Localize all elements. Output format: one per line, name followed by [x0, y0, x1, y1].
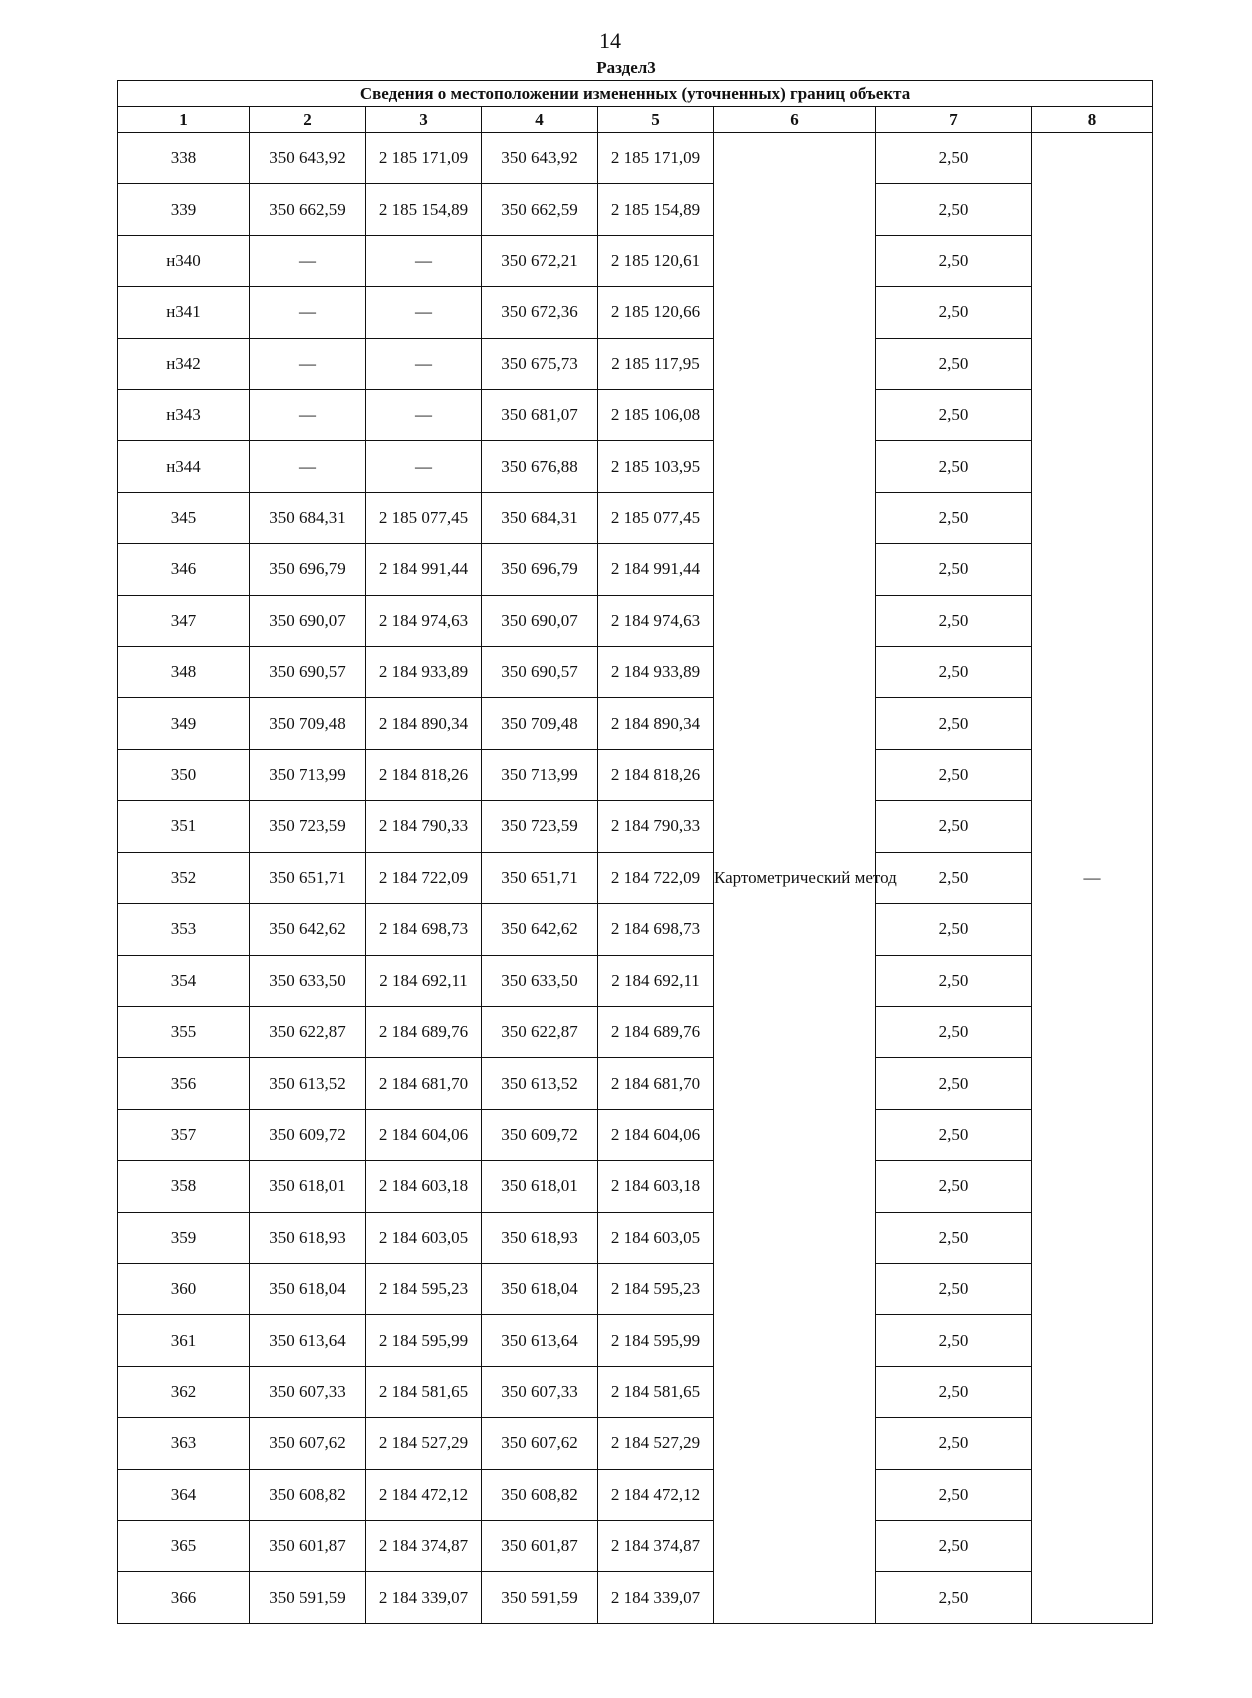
- accuracy-cell: 2,50: [876, 1109, 1032, 1160]
- y-new-cell: 2 184 933,89: [598, 647, 714, 698]
- x-new-cell: 350 662,59: [482, 184, 598, 235]
- table-row: [118, 1572, 1153, 1624]
- x-old-cell: 350 690,57: [250, 647, 366, 698]
- x-new-cell: 350 622,87: [482, 1006, 598, 1057]
- x-new-cell: 350 633,50: [482, 955, 598, 1006]
- method-cell: Картометрический метод: [714, 133, 876, 1624]
- x-new-cell: 350 618,04: [482, 1263, 598, 1314]
- y-old-cell: 2 185 077,45: [366, 492, 482, 543]
- accuracy-cell: 2,50: [876, 904, 1032, 955]
- y-new-cell: 2 184 581,65: [598, 1366, 714, 1417]
- accuracy-cell: 2,50: [876, 441, 1032, 492]
- y-old-cell: 2 185 171,09: [366, 133, 482, 184]
- point-cell: 362: [118, 1366, 250, 1417]
- y-new-cell: 2 184 790,33: [598, 801, 714, 852]
- x-new-cell: 350 672,21: [482, 235, 598, 286]
- column-number: 3: [366, 107, 482, 133]
- x-old-cell: 350 609,72: [250, 1109, 366, 1160]
- x-old-cell: —: [250, 390, 366, 441]
- table-row: [118, 1109, 1153, 1160]
- y-new-cell: 2 184 974,63: [598, 595, 714, 646]
- y-new-cell: 2 185 117,95: [598, 338, 714, 389]
- table-row: [118, 801, 1153, 852]
- x-new-cell: 350 591,59: [482, 1572, 598, 1624]
- x-old-cell: 350 607,33: [250, 1366, 366, 1417]
- accuracy-cell: 2,50: [876, 1418, 1032, 1469]
- table-row: [118, 1058, 1153, 1109]
- accuracy-cell: 2,50: [876, 235, 1032, 286]
- table-row: [118, 698, 1153, 749]
- accuracy-cell: 2,50: [876, 287, 1032, 338]
- section-title: Раздел3: [596, 58, 656, 77]
- x-new-cell: 350 601,87: [482, 1520, 598, 1571]
- y-new-cell: 2 184 603,18: [598, 1161, 714, 1212]
- x-old-cell: —: [250, 338, 366, 389]
- accuracy-cell: 2,50: [876, 133, 1032, 184]
- y-old-cell: 2 184 991,44: [366, 544, 482, 595]
- accuracy-cell: 2,50: [876, 1366, 1032, 1417]
- accuracy-cell: 2,50: [876, 1469, 1032, 1520]
- column-number: 7: [876, 107, 1032, 133]
- accuracy-cell: 2,50: [876, 698, 1032, 749]
- y-new-cell: 2 184 595,23: [598, 1263, 714, 1314]
- point-cell: 351: [118, 801, 250, 852]
- y-old-cell: 2 184 974,63: [366, 595, 482, 646]
- point-cell: н340: [118, 235, 250, 286]
- y-old-cell: 2 184 698,73: [366, 904, 482, 955]
- y-old-cell: 2 184 603,05: [366, 1212, 482, 1263]
- table-row: [118, 441, 1153, 492]
- y-new-cell: 2 184 722,09: [598, 852, 714, 903]
- table-row: [118, 390, 1153, 441]
- accuracy-cell: 2,50: [876, 1161, 1032, 1212]
- y-old-cell: 2 184 603,18: [366, 1161, 482, 1212]
- x-new-cell: 350 643,92: [482, 133, 598, 184]
- table-row: [118, 235, 1153, 286]
- x-old-cell: 350 633,50: [250, 955, 366, 1006]
- table-row: [118, 1161, 1153, 1212]
- x-new-cell: 350 618,93: [482, 1212, 598, 1263]
- y-new-cell: 2 185 120,61: [598, 235, 714, 286]
- y-old-cell: 2 184 595,99: [366, 1315, 482, 1366]
- y-new-cell: 2 185 120,66: [598, 287, 714, 338]
- x-old-cell: —: [250, 287, 366, 338]
- table-row: [118, 544, 1153, 595]
- x-old-cell: 350 607,62: [250, 1418, 366, 1469]
- x-old-cell: 350 618,93: [250, 1212, 366, 1263]
- x-new-cell: 350 713,99: [482, 749, 598, 800]
- table-row: [118, 1315, 1153, 1366]
- x-old-cell: 350 608,82: [250, 1469, 366, 1520]
- x-new-cell: 350 618,01: [482, 1161, 598, 1212]
- x-new-cell: 350 690,07: [482, 595, 598, 646]
- y-new-cell: 2 185 171,09: [598, 133, 714, 184]
- column-number: 5: [598, 107, 714, 133]
- x-old-cell: 350 642,62: [250, 904, 366, 955]
- point-cell: 350: [118, 749, 250, 800]
- accuracy-cell: 2,50: [876, 1212, 1032, 1263]
- table-row: [118, 492, 1153, 543]
- point-cell: 365: [118, 1520, 250, 1571]
- table-row: [118, 595, 1153, 646]
- point-cell: 339: [118, 184, 250, 235]
- point-cell: 338: [118, 133, 250, 184]
- column-number: 8: [1032, 107, 1153, 133]
- x-old-cell: 350 709,48: [250, 698, 366, 749]
- column-number: 6: [714, 107, 876, 133]
- y-new-cell: 2 184 681,70: [598, 1058, 714, 1109]
- point-cell: 352: [118, 852, 250, 903]
- point-cell: 349: [118, 698, 250, 749]
- y-new-cell: 2 184 692,11: [598, 955, 714, 1006]
- y-old-cell: 2 184 722,09: [366, 852, 482, 903]
- point-cell: 363: [118, 1418, 250, 1469]
- x-old-cell: 350 622,87: [250, 1006, 366, 1057]
- x-old-cell: —: [250, 235, 366, 286]
- x-new-cell: 350 608,82: [482, 1469, 598, 1520]
- accuracy-cell: 2,50: [876, 647, 1032, 698]
- y-old-cell: 2 184 790,33: [366, 801, 482, 852]
- x-old-cell: 350 613,52: [250, 1058, 366, 1109]
- accuracy-cell: 2,50: [876, 1058, 1032, 1109]
- y-new-cell: 2 184 374,87: [598, 1520, 714, 1571]
- y-new-cell: 2 185 106,08: [598, 390, 714, 441]
- accuracy-cell: 2,50: [876, 1315, 1032, 1366]
- point-cell: 353: [118, 904, 250, 955]
- column-number-row: [118, 107, 1153, 133]
- y-old-cell: 2 184 527,29: [366, 1418, 482, 1469]
- y-new-cell: 2 184 603,05: [598, 1212, 714, 1263]
- accuracy-cell: 2,50: [876, 544, 1032, 595]
- column-number: 4: [482, 107, 598, 133]
- table-row: [118, 904, 1153, 955]
- y-old-cell: —: [366, 338, 482, 389]
- y-new-cell: 2 184 339,07: [598, 1572, 714, 1624]
- accuracy-cell: 2,50: [876, 184, 1032, 235]
- y-new-cell: 2 184 890,34: [598, 698, 714, 749]
- table-row: [118, 852, 1153, 903]
- accuracy-cell: 2,50: [876, 1006, 1032, 1057]
- x-old-cell: 350 651,71: [250, 852, 366, 903]
- y-old-cell: 2 184 818,26: [366, 749, 482, 800]
- table-row: [118, 1212, 1153, 1263]
- table-row: [118, 287, 1153, 338]
- point-cell: 355: [118, 1006, 250, 1057]
- y-new-cell: 2 184 604,06: [598, 1109, 714, 1160]
- table-row: [118, 184, 1153, 235]
- x-new-cell: 350 684,31: [482, 492, 598, 543]
- point-cell: 361: [118, 1315, 250, 1366]
- accuracy-cell: 2,50: [876, 955, 1032, 1006]
- table-row: [118, 1366, 1153, 1417]
- column-number: 1: [118, 107, 250, 133]
- column8-cell: —: [1032, 133, 1153, 1624]
- accuracy-cell: 2,50: [876, 749, 1032, 800]
- x-new-cell: 350 675,73: [482, 338, 598, 389]
- point-cell: 359: [118, 1212, 250, 1263]
- x-new-cell: 350 613,52: [482, 1058, 598, 1109]
- x-new-cell: 350 696,79: [482, 544, 598, 595]
- y-old-cell: 2 184 339,07: [366, 1572, 482, 1624]
- point-cell: 364: [118, 1469, 250, 1520]
- accuracy-cell: 2,50: [876, 595, 1032, 646]
- x-old-cell: 350 591,59: [250, 1572, 366, 1624]
- y-old-cell: —: [366, 287, 482, 338]
- x-old-cell: 350 643,92: [250, 133, 366, 184]
- table-row: [118, 1520, 1153, 1571]
- y-new-cell: 2 184 527,29: [598, 1418, 714, 1469]
- accuracy-cell: 2,50: [876, 852, 1032, 903]
- y-old-cell: 2 185 154,89: [366, 184, 482, 235]
- x-new-cell: 350 672,36: [482, 287, 598, 338]
- table-row: [118, 749, 1153, 800]
- y-old-cell: 2 184 933,89: [366, 647, 482, 698]
- point-cell: 345: [118, 492, 250, 543]
- point-cell: н344: [118, 441, 250, 492]
- point-cell: 360: [118, 1263, 250, 1314]
- x-new-cell: 350 709,48: [482, 698, 598, 749]
- accuracy-cell: 2,50: [876, 338, 1032, 389]
- y-old-cell: 2 184 689,76: [366, 1006, 482, 1057]
- x-old-cell: 350 618,04: [250, 1263, 366, 1314]
- y-old-cell: 2 184 692,11: [366, 955, 482, 1006]
- table-row: [118, 1418, 1153, 1469]
- x-old-cell: 350 690,07: [250, 595, 366, 646]
- x-new-cell: 350 607,62: [482, 1418, 598, 1469]
- y-new-cell: 2 184 818,26: [598, 749, 714, 800]
- y-new-cell: 2 184 698,73: [598, 904, 714, 955]
- x-old-cell: 350 618,01: [250, 1161, 366, 1212]
- x-new-cell: 350 651,71: [482, 852, 598, 903]
- accuracy-cell: 2,50: [876, 1263, 1032, 1314]
- table-row: [118, 1469, 1153, 1520]
- point-cell: н341: [118, 287, 250, 338]
- x-old-cell: 350 601,87: [250, 1520, 366, 1571]
- x-new-cell: 350 609,72: [482, 1109, 598, 1160]
- y-new-cell: 2 184 595,99: [598, 1315, 714, 1366]
- y-new-cell: 2 184 689,76: [598, 1006, 714, 1057]
- column-number: 2: [250, 107, 366, 133]
- accuracy-cell: 2,50: [876, 1520, 1032, 1571]
- accuracy-cell: 2,50: [876, 492, 1032, 543]
- x-old-cell: 350 613,64: [250, 1315, 366, 1366]
- accuracy-cell: 2,50: [876, 1572, 1032, 1624]
- y-old-cell: —: [366, 441, 482, 492]
- table-row: [118, 338, 1153, 389]
- table-body: [118, 133, 1153, 1624]
- table-caption: Сведения о местоположении измененных (уточненных) границ объекта: [118, 81, 1153, 107]
- x-old-cell: 350 696,79: [250, 544, 366, 595]
- point-cell: 357: [118, 1109, 250, 1160]
- y-old-cell: 2 184 681,70: [366, 1058, 482, 1109]
- y-new-cell: 2 185 154,89: [598, 184, 714, 235]
- point-cell: 354: [118, 955, 250, 1006]
- x-old-cell: —: [250, 441, 366, 492]
- point-cell: 366: [118, 1572, 250, 1624]
- table-row: [118, 133, 1153, 184]
- x-old-cell: 350 723,59: [250, 801, 366, 852]
- x-new-cell: 350 642,62: [482, 904, 598, 955]
- y-old-cell: —: [366, 390, 482, 441]
- accuracy-cell: 2,50: [876, 390, 1032, 441]
- table-row: [118, 1006, 1153, 1057]
- table-row: [118, 1263, 1153, 1314]
- x-new-cell: 350 676,88: [482, 441, 598, 492]
- x-new-cell: 350 607,33: [482, 1366, 598, 1417]
- point-cell: 358: [118, 1161, 250, 1212]
- y-new-cell: 2 185 077,45: [598, 492, 714, 543]
- point-cell: н342: [118, 338, 250, 389]
- table-row: [118, 955, 1153, 1006]
- y-old-cell: 2 184 604,06: [366, 1109, 482, 1160]
- point-cell: 346: [118, 544, 250, 595]
- point-cell: н343: [118, 390, 250, 441]
- point-cell: 347: [118, 595, 250, 646]
- y-old-cell: 2 184 595,23: [366, 1263, 482, 1314]
- y-old-cell: —: [366, 235, 482, 286]
- x-new-cell: 350 613,64: [482, 1315, 598, 1366]
- x-old-cell: 350 713,99: [250, 749, 366, 800]
- y-old-cell: 2 184 374,87: [366, 1520, 482, 1571]
- x-new-cell: 350 681,07: [482, 390, 598, 441]
- y-old-cell: 2 184 890,34: [366, 698, 482, 749]
- point-cell: 356: [118, 1058, 250, 1109]
- accuracy-cell: 2,50: [876, 801, 1032, 852]
- table-row: [118, 647, 1153, 698]
- y-old-cell: 2 184 472,12: [366, 1469, 482, 1520]
- y-new-cell: 2 184 472,12: [598, 1469, 714, 1520]
- point-cell: 348: [118, 647, 250, 698]
- y-old-cell: 2 184 581,65: [366, 1366, 482, 1417]
- y-new-cell: 2 184 991,44: [598, 544, 714, 595]
- x-new-cell: 350 723,59: [482, 801, 598, 852]
- x-old-cell: 350 662,59: [250, 184, 366, 235]
- x-old-cell: 350 684,31: [250, 492, 366, 543]
- y-new-cell: 2 185 103,95: [598, 441, 714, 492]
- page-number: 14: [599, 28, 621, 53]
- x-new-cell: 350 690,57: [482, 647, 598, 698]
- boundary-coordinates-table: [117, 80, 1153, 1624]
